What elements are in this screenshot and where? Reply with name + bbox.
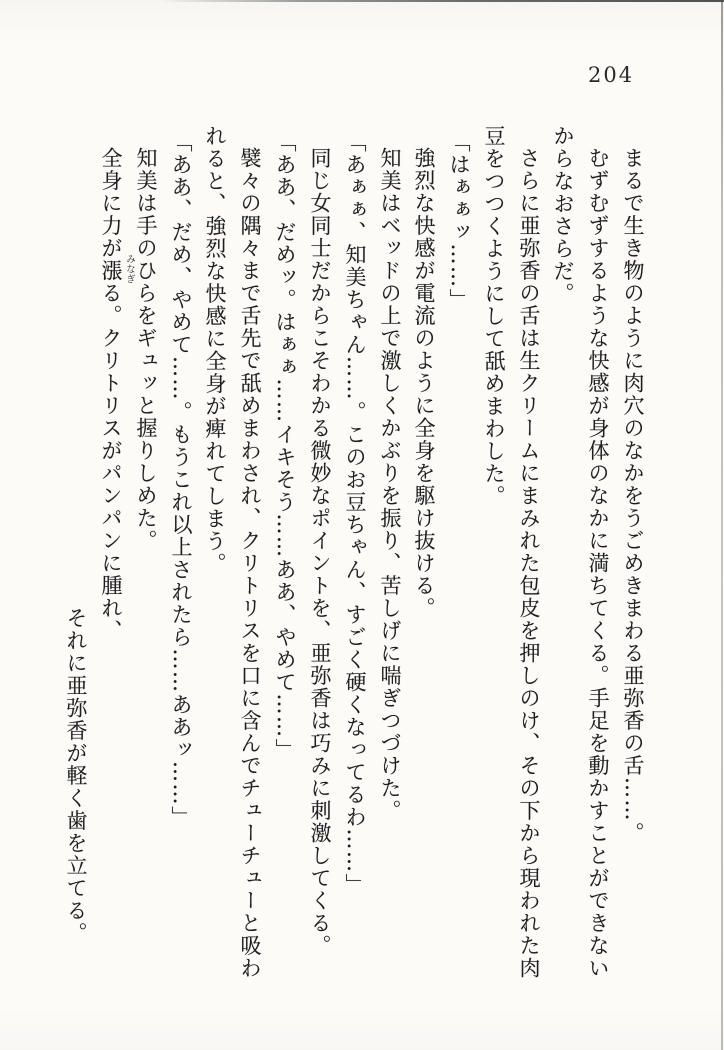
text-column-15: 知美は手のひらをギュッと握りしめた。 bbox=[134, 147, 158, 552]
text-column-14: 「ああ、だめ、やめて……。もうこれ以上されたら……ああッ……」 bbox=[169, 131, 193, 829]
text-column-8: 知美はベッドの上で激しくかぶりを振り、苦しげに喘ぎつづけた。 bbox=[378, 147, 402, 822]
text-column-1: まるで生き物のように肉穴のなかをうごめきまわる亜弥香の舌……。 bbox=[621, 147, 645, 845]
furigana-annotation: みなぎ bbox=[124, 254, 135, 284]
text-column-10: 同じ女同士だからこそわかる微妙なポイントを、亜弥香は巧みに刺激してくる。 bbox=[308, 147, 332, 957]
text-column-12: 襞々の隅々まで舌先で舐めまわされ、クリトリスを口に含んでチューチューと吸わ bbox=[238, 147, 262, 980]
text-column-5: 豆をつつくようにして舐めまわした。 bbox=[482, 125, 506, 508]
text-column-2: むずむずするような快感が身体のなかに満ちてくる。手足を動かすことができない bbox=[586, 147, 610, 980]
text-column-11: 「ああ、だめッ。はぁぁ……イキそう……ああ、やめて……」 bbox=[273, 131, 297, 761]
text-column-3: からなおさらだ。 bbox=[551, 125, 575, 305]
text-column-9: 「あぁぁ、知美ちゃん……。このお豆ちゃん、すごく硬くなってるわ……」 bbox=[343, 131, 367, 896]
text-column-7: 強烈な快感が電流のように全身を駆け抜ける。 bbox=[412, 147, 436, 620]
text-column-17: それに亜弥香が軽く歯を立てる。 bbox=[64, 607, 88, 945]
text-column-6: 「はぁぁッ……」 bbox=[447, 131, 471, 311]
text-column-16: 全身に力が漲る。クリトリスがパンパンに腫れ、 bbox=[99, 147, 123, 642]
page-number: 204 bbox=[588, 63, 635, 87]
scan-artifact-top-edge bbox=[160, 0, 724, 2]
text-column-4: さらに亜弥香の舌は生クリームにまみれた包皮を押しのけ、その下から現われた肉 bbox=[517, 147, 541, 980]
scan-artifact-right-edge bbox=[721, 2, 723, 1050]
text-column-13: れると、強烈な快感に全身が痺れてしまう。 bbox=[203, 125, 227, 575]
